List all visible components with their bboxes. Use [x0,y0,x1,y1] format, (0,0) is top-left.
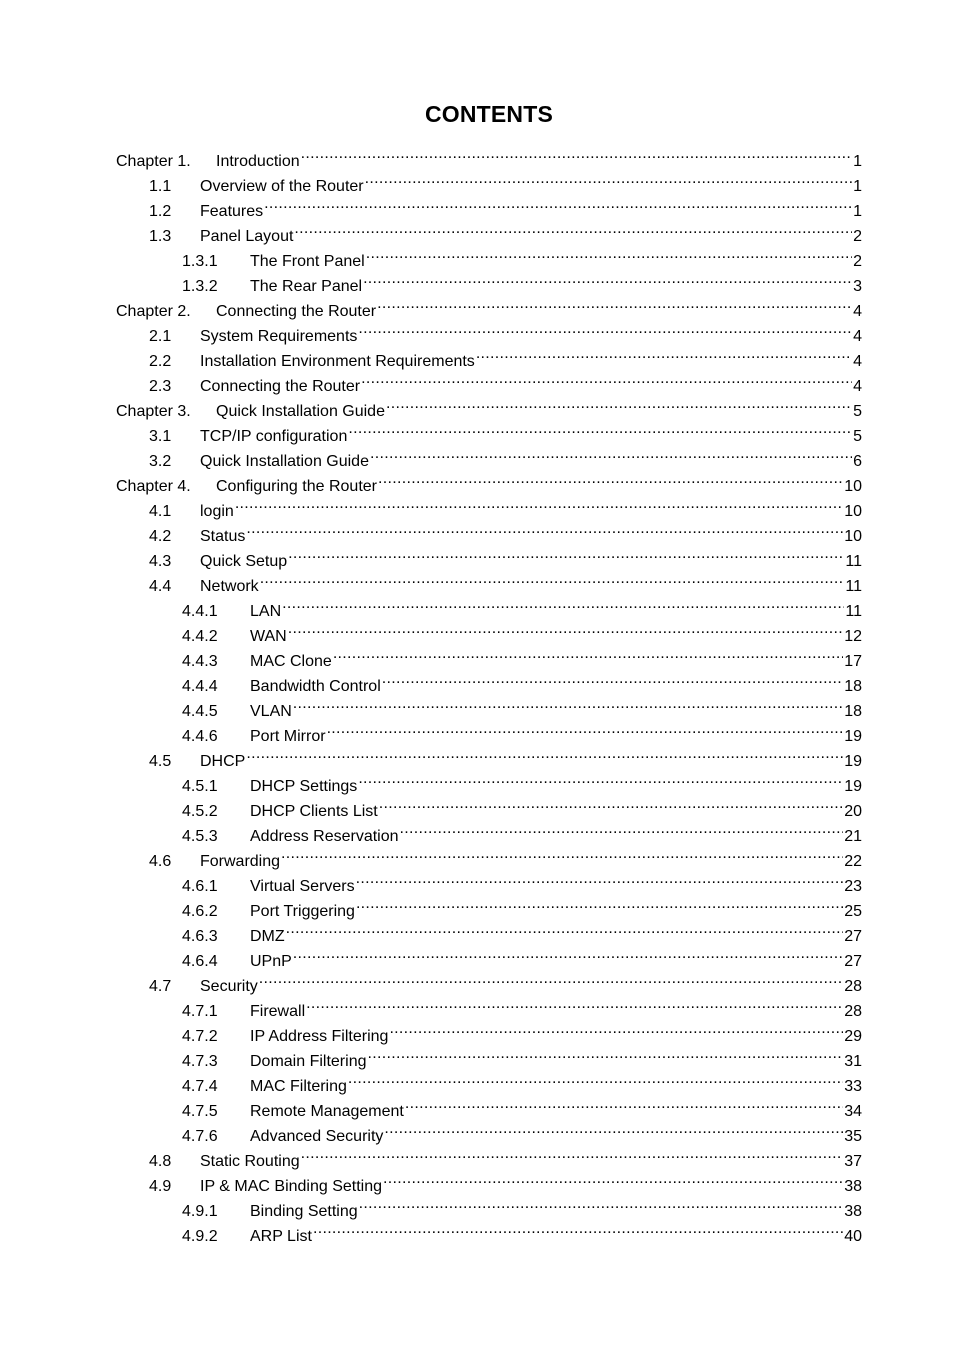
toc-entry-page-number[interactable]: 23 [844,878,862,895]
dot-leader [235,491,843,516]
toc-entry-title[interactable]: LAN [250,603,282,620]
toc-entry-number: Chapter 1. [116,153,191,170]
toc-entry-number: 2.2 [149,353,172,370]
toc-entry[interactable] [116,1091,862,1120]
toc-entry-title[interactable]: DMZ [250,928,285,945]
dot-leader [378,466,843,491]
toc-entry[interactable] [116,666,862,695]
toc-entry-title[interactable]: Installation Environment Requirements [200,353,475,370]
dot-leader [405,1091,843,1116]
toc-entry[interactable] [116,641,862,670]
toc-entry-number: 3.2 [149,453,172,470]
toc-entry-number: 4.6.2 [182,903,218,920]
toc-entry-title[interactable]: The Front Panel [250,253,365,270]
toc-entry-page-number[interactable]: 19 [844,778,862,795]
toc-entry-title[interactable]: Introduction [216,153,300,170]
toc-entry-title[interactable]: Connecting the Router [216,303,377,320]
toc-entry[interactable] [116,1191,862,1220]
toc-entry-page-number[interactable]: 10 [844,528,862,545]
toc-entry[interactable] [116,1016,862,1045]
toc-entry[interactable] [116,316,862,345]
toc-entry[interactable] [116,466,862,495]
toc-entry-page-number[interactable]: 20 [844,803,862,820]
toc-entry-title[interactable]: Address Reservation [250,828,399,845]
toc-entry-title[interactable]: Connecting the Router [200,378,361,395]
toc-entry[interactable] [116,816,862,845]
toc-entry-number: 2.3 [149,378,172,395]
toc-entry-number: Chapter 3. [116,403,191,420]
toc-entry-number: 4.7.5 [182,1103,218,1120]
toc-entry-number: 2.1 [149,328,172,345]
dot-leader [348,416,852,441]
toc-entry-page-number[interactable]: 1 [853,153,862,170]
dot-leader [313,1216,843,1241]
toc-entry-page-number[interactable]: 29 [844,1028,862,1045]
dot-leader [383,1166,843,1191]
toc-entry[interactable] [116,566,862,595]
toc-entry-page-number[interactable]: 31 [844,1053,862,1070]
toc-entry-number: 1.3.2 [182,278,218,295]
toc-entry-number: 4.4.5 [182,703,218,720]
toc-entry-page-number[interactable]: 34 [844,1103,862,1120]
toc-entry[interactable] [116,891,862,920]
toc-entry-number: 4.4 [149,578,172,595]
toc-entry-title[interactable]: Features [200,203,264,220]
toc-entry[interactable] [116,416,862,445]
toc-entry[interactable] [116,391,862,420]
toc-entry-number: 1.3 [149,228,172,245]
toc-entry[interactable] [116,591,862,620]
toc-entry-page-number[interactable]: 40 [844,1228,862,1245]
toc-entry[interactable] [116,1116,862,1145]
toc-entry-page-number[interactable]: 6 [853,453,862,470]
toc-entry-page-number[interactable]: 27 [844,928,862,945]
toc-entry-number: 4.4.1 [182,603,218,620]
toc-entry-page-number[interactable]: 27 [844,953,862,970]
toc-entry[interactable] [116,166,862,195]
toc-entry-number: Chapter 4. [116,478,191,495]
toc-entry-number: 1.1 [149,178,172,195]
dot-leader [264,191,852,216]
dot-leader [282,591,844,616]
dot-leader [367,1041,843,1066]
toc-entry-title[interactable]: Remote Management [250,1103,404,1120]
toc-entry[interactable] [116,441,862,470]
toc-entry-title[interactable]: MAC Filtering [250,1078,347,1095]
toc-entry-title[interactable]: Network [200,578,259,595]
dot-leader [348,1066,843,1091]
toc-entry-title[interactable]: Binding Setting [250,1203,358,1220]
dot-leader [382,666,843,691]
toc-entry-title[interactable]: Bandwidth Control [250,678,381,695]
toc-entry-title[interactable]: UPnP [250,953,292,970]
dot-leader [327,716,844,741]
dot-leader [361,366,852,391]
dot-leader [359,1191,844,1216]
toc-entry[interactable] [116,691,862,720]
toc-entry-title[interactable]: Quick Installation Guide [216,403,385,420]
toc-entry-page-number[interactable]: 5 [853,403,862,420]
dot-leader [333,641,843,666]
toc-entry-page-number[interactable]: 25 [844,903,862,920]
toc-entry-number: 1.3.1 [182,253,218,270]
toc-entry-page-number[interactable]: 1 [853,178,862,195]
toc-entry-title[interactable]: ARP List [250,1228,312,1245]
toc-entry-title[interactable]: Configuring the Router [216,478,377,495]
toc-entry-title[interactable]: Port Mirror [250,728,326,745]
toc-entry-title[interactable]: System Requirements [200,328,358,345]
dot-leader [246,741,843,766]
toc-entry[interactable] [116,716,862,745]
toc-entry-page-number[interactable]: 4 [853,378,862,395]
toc-entry-number: Chapter 2. [116,303,191,320]
toc-entry-title[interactable]: IP Address Filtering [250,1028,389,1045]
dot-leader [259,966,843,991]
dot-leader [281,841,843,866]
toc-entry-title[interactable]: Status [200,528,246,545]
dot-leader [288,616,843,641]
dot-leader [384,1116,843,1141]
toc-entry[interactable] [116,491,862,520]
toc-entry-page-number[interactable]: 19 [844,728,862,745]
toc-entry[interactable] [116,916,862,945]
toc-entry-title[interactable]: DHCP Clients List [250,803,378,820]
toc-entry-number: 4.7.3 [182,1053,218,1070]
toc-entry-number: 4.2 [149,528,172,545]
toc-entry-number: 4.5 [149,753,172,770]
dot-leader [301,1141,844,1166]
toc-entry-title[interactable]: Forwarding [200,853,281,870]
toc-entry[interactable] [116,1141,862,1170]
toc-entry-number: 4.4.6 [182,728,218,745]
dot-leader [356,866,844,891]
toc-entry-title[interactable]: TCP/IP configuration [200,428,348,445]
toc-entry-page-number[interactable]: 33 [844,1078,862,1095]
toc-entry-title[interactable]: Virtual Servers [250,878,355,895]
toc-entry[interactable] [116,841,862,870]
toc-entry-number: 4.6.4 [182,953,218,970]
toc-entry-page-number[interactable]: 4 [853,328,862,345]
dot-leader [306,991,843,1016]
toc-entry-title[interactable]: Overview of the Router [200,178,364,195]
dot-leader [476,341,852,366]
toc-entry-number: 4.8 [149,1153,172,1170]
toc-entry-page-number[interactable]: 37 [844,1153,862,1170]
dot-leader [358,316,852,341]
toc-entry-number: 4.4.2 [182,628,218,645]
dot-leader [379,791,843,816]
toc-entry-page-number[interactable]: 3 [853,278,862,295]
toc-entry-page-number[interactable]: 10 [844,503,862,520]
toc-entry[interactable] [116,791,862,820]
toc-entry-number: 4.3 [149,553,172,570]
toc-entry-title[interactable]: DHCP [200,753,246,770]
toc-entry[interactable] [116,941,862,970]
toc-entry-number: 4.7.4 [182,1078,218,1095]
dot-leader [260,566,845,591]
toc-entry[interactable] [116,616,862,645]
toc-entry-page-number[interactable]: 38 [844,1178,862,1195]
dot-leader [294,216,852,241]
dot-leader [293,691,843,716]
dot-leader [365,166,852,191]
toc-entry-page-number[interactable]: 1 [853,203,862,220]
toc-entry-title[interactable]: Panel Layout [200,228,294,245]
toc-entry[interactable] [116,266,862,295]
table-of-contents [116,141,862,1245]
toc-entry[interactable] [116,1216,862,1245]
toc-entry-page-number[interactable]: 18 [844,678,862,695]
toc-entry-page-number[interactable]: 38 [844,1203,862,1220]
page-title: CONTENTS [424,101,554,127]
toc-entry-page-number[interactable]: 17 [844,653,862,670]
dot-leader [356,891,843,916]
toc-entry-page-number[interactable]: 10 [844,478,862,495]
toc-entry-page-number[interactable]: 11 [845,603,862,620]
dot-leader [288,541,844,566]
toc-entry-title[interactable]: Quick Setup [200,553,288,570]
toc-entry-number: 4.7.2 [182,1028,218,1045]
toc-entry-title[interactable]: DHCP Settings [250,778,358,795]
toc-entry-number: 4.9.1 [182,1203,218,1220]
toc-entry-title[interactable]: Security [200,978,258,995]
toc-entry-title[interactable]: Domain Filtering [250,1053,367,1070]
toc-entry-number: 4.5.1 [182,778,218,795]
dot-leader [358,766,843,791]
toc-entry[interactable] [116,216,862,245]
toc-entry-page-number[interactable]: 4 [853,353,862,370]
toc-entry-number: 4.7 [149,978,172,995]
toc-entry-page-number[interactable]: 28 [844,978,862,995]
toc-entry-page-number[interactable]: 22 [844,853,862,870]
toc-entry-number: 4.7.6 [182,1128,218,1145]
toc-entry-number: 4.9.2 [182,1228,218,1245]
toc-entry-page-number[interactable]: 11 [845,553,862,570]
toc-entry-number: 4.6.1 [182,878,218,895]
dot-leader [301,141,852,166]
dot-leader [246,516,843,541]
toc-entry-number: 4.4.3 [182,653,218,670]
toc-entry-page-number[interactable]: 19 [844,753,862,770]
toc-entry-page-number[interactable]: 18 [844,703,862,720]
toc-entry[interactable] [116,1066,862,1095]
toc-entry-title[interactable]: IP & MAC Binding Setting [200,1178,383,1195]
toc-entry-title[interactable]: Firewall [250,1003,306,1020]
toc-entry[interactable] [116,1041,862,1070]
toc-entry-page-number[interactable]: 35 [844,1128,862,1145]
dot-leader [366,241,852,266]
toc-entry[interactable] [116,966,862,995]
toc-entry-number: 4.5.3 [182,828,218,845]
dot-leader [389,1016,843,1041]
toc-entry[interactable] [116,741,862,770]
toc-entry-number: 1.2 [149,203,172,220]
toc-entry-title[interactable]: Static Routing [200,1153,300,1170]
toc-entry-page-number[interactable]: 2 [853,228,862,245]
toc-entry-page-number[interactable]: 21 [844,828,862,845]
toc-entry[interactable] [116,241,862,270]
dot-leader [293,941,843,966]
toc-entry-title[interactable]: The Rear Panel [250,278,363,295]
toc-entry-page-number[interactable]: 2 [853,253,862,270]
toc-entry[interactable] [116,191,862,220]
toc-entry[interactable] [116,141,862,170]
toc-entry-title[interactable]: WAN [250,628,287,645]
toc-entry-page-number[interactable]: 4 [853,303,862,320]
toc-entry[interactable] [116,341,862,370]
toc-entry-title[interactable]: Quick Installation Guide [200,453,369,470]
toc-entry-number: 4.6.3 [182,928,218,945]
toc-entry-title[interactable]: Advanced Security [250,1128,384,1145]
dot-leader [386,391,852,416]
toc-entry[interactable] [116,516,862,545]
toc-entry[interactable] [116,291,862,320]
toc-entry[interactable] [116,366,862,395]
toc-entry-number: 4.7.1 [182,1003,218,1020]
toc-entry-title[interactable]: login [200,503,234,520]
dot-leader [370,441,852,466]
toc-entry[interactable] [116,766,862,795]
toc-entry[interactable] [116,991,862,1020]
toc-entry[interactable] [116,1166,862,1195]
toc-entry-page-number[interactable]: 12 [844,628,862,645]
toc-entry-number: 3.1 [149,428,172,445]
toc-entry-number: 4.9 [149,1178,172,1195]
toc-entry[interactable] [116,541,862,570]
dot-leader [286,916,844,941]
toc-entry-title[interactable]: Port Triggering [250,903,355,920]
toc-entry-page-number[interactable]: 5 [853,428,862,445]
toc-entry-title[interactable]: MAC Clone [250,653,332,670]
toc-entry-number: 4.5.2 [182,803,218,820]
dot-leader [363,266,852,291]
toc-entry-page-number[interactable]: 28 [844,1003,862,1020]
toc-entry-number: 4.6 [149,853,172,870]
dot-leader [400,816,844,841]
toc-entry-number: 4.1 [149,503,172,520]
toc-entry[interactable] [116,866,862,895]
dot-leader [377,291,852,316]
toc-entry-number: 4.4.4 [182,678,218,695]
toc-entry-title[interactable]: VLAN [250,703,292,720]
toc-entry-page-number[interactable]: 11 [845,578,862,595]
